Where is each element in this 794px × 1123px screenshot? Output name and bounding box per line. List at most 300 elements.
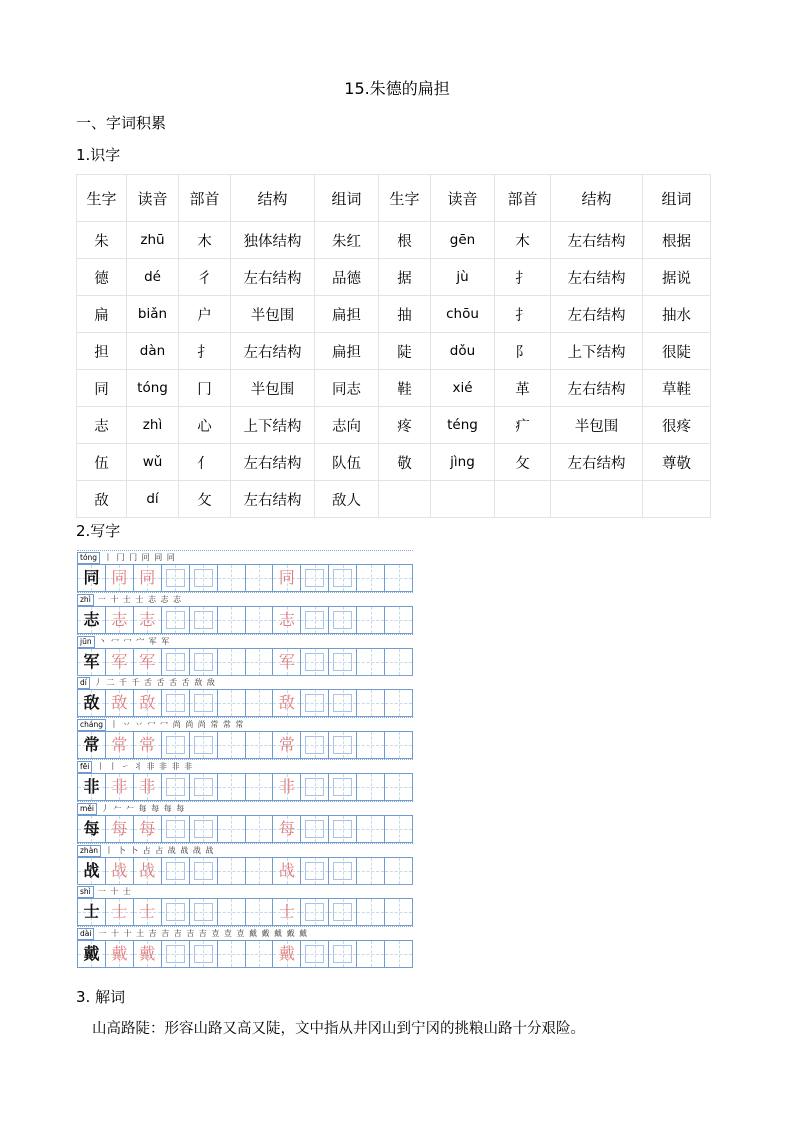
practice-cell[interactable] [105,815,133,843]
writing-row [77,592,413,634]
trace-character: 军 [278,651,295,671]
table-cell: 户 [179,296,231,333]
practice-cell [77,731,105,759]
trace-character: 戴 [139,944,156,964]
practice-cell[interactable] [300,564,328,592]
practice-cell[interactable] [105,898,133,926]
table-cell [551,481,643,518]
table-cell: 左右结构 [551,370,643,407]
table-cell: 扁 [77,296,127,333]
pinyin-stroke-line [77,634,413,648]
practice-cell[interactable] [245,564,273,592]
trace-character: 戴 [278,944,295,964]
practice-cell[interactable] [356,773,384,801]
table-cell: 据 [379,259,431,296]
practice-cell [77,857,105,885]
practice-cell[interactable] [384,564,413,592]
table-cell: téng [431,407,495,444]
table-cell: 木 [495,222,551,259]
table-cell: 心 [179,407,231,444]
table-cell: 左右结构 [231,481,315,518]
model-character: 志 [83,609,100,629]
practice-cell[interactable] [356,940,384,968]
practice-cell[interactable] [384,689,413,717]
table-cell: dàn [127,333,179,370]
writing-row [77,675,413,717]
practice-cell[interactable] [356,815,384,843]
table-cell: 扌 [179,333,231,370]
practice-cell[interactable] [384,606,413,634]
practice-cell[interactable] [300,648,328,676]
table-cell: 品德 [315,259,379,296]
practice-cell[interactable] [272,731,300,759]
table-cell: jù [431,259,495,296]
stroke-order: 丿 二 千 千 舌 舌 舌 舌 敌 敌 [93,678,216,688]
table-cell: 阝 [495,333,551,370]
practice-cell[interactable] [133,773,161,801]
practice-cell[interactable] [328,773,356,801]
practice-cell[interactable] [245,857,273,885]
practice-cell[interactable] [245,898,273,926]
practice-cell[interactable] [328,940,356,968]
pinyin-label: cháng [77,719,106,731]
table-cell: 革 [495,370,551,407]
table-row [77,481,711,518]
practice-cells [77,857,413,884]
practice-cell [77,564,105,592]
practice-cell[interactable] [328,606,356,634]
table-cell: 同志 [315,370,379,407]
pinyin-label: shì [77,886,94,898]
practice-cell[interactable] [161,815,189,843]
practice-cell[interactable] [272,606,300,634]
table-cell: 担 [77,333,127,370]
table-cell: 左右结构 [231,444,315,481]
practice-cell [77,898,105,926]
writing-row [77,634,413,676]
trace-character: 每 [111,818,128,838]
trace-character: 志 [111,609,128,629]
practice-cells [77,564,413,591]
table-header-cell: 生字 [77,175,127,222]
practice-cell[interactable] [189,857,217,885]
table-cell: 疼 [379,407,431,444]
practice-cell[interactable] [245,940,273,968]
table-header-cell: 读音 [431,175,495,222]
practice-cells [77,731,413,758]
table-row [77,370,711,407]
stroke-order: 一 十 士 士 志 志 志 [97,594,183,604]
practice-cell[interactable] [189,731,217,759]
practice-cell[interactable] [133,940,161,968]
practice-cell[interactable] [384,773,413,801]
practice-cells [77,815,413,842]
practice-cell[interactable] [384,648,413,676]
practice-cell[interactable] [384,815,413,843]
practice-cell[interactable] [217,564,245,592]
table-header-cell: 组词 [315,175,379,222]
table-cell: 很疼 [643,407,711,444]
pinyin-label: tóng [77,552,100,564]
practice-cell[interactable] [384,940,413,968]
practice-cell[interactable] [189,689,217,717]
practice-cell[interactable] [245,731,273,759]
table-cell: zhì [127,407,179,444]
pinyin-stroke-line [77,801,413,815]
practice-cell[interactable] [356,898,384,926]
practice-cell[interactable] [133,857,161,885]
trace-character: 常 [139,735,156,755]
practice-cell[interactable] [328,857,356,885]
table-row [77,222,711,259]
practice-cell[interactable] [161,857,189,885]
table-cell: 左右结构 [551,444,643,481]
table-cell: 尊敬 [643,444,711,481]
practice-cell[interactable] [300,940,328,968]
subheading-writing: 2.写字 [76,522,121,540]
table-cell: 伍 [77,444,127,481]
practice-cell[interactable] [105,731,133,759]
practice-cell[interactable] [133,648,161,676]
practice-cell[interactable] [217,606,245,634]
practice-cell[interactable] [356,564,384,592]
pinyin-stroke-line [77,759,413,773]
practice-cell[interactable] [356,648,384,676]
table-cell: jìng [431,444,495,481]
trace-character: 敌 [139,693,156,713]
practice-cell[interactable] [161,689,189,717]
table-cell [431,481,495,518]
practice-cell[interactable] [161,773,189,801]
practice-cell[interactable] [328,731,356,759]
trace-character: 军 [111,651,128,671]
table-header-cell: 读音 [127,175,179,222]
stroke-order: 丿 𠂉 𠂉 每 每 每 每 [101,803,186,813]
stroke-order: 丨 冂 冂 冋 同 同 [104,553,176,562]
pinyin-label: dí [77,677,90,689]
trace-character: 战 [278,860,295,880]
table-header-cell: 结构 [231,175,315,222]
trace-character: 军 [139,651,156,671]
table-cell: 左右结构 [231,333,315,370]
practice-cell[interactable] [189,815,217,843]
practice-cell[interactable] [245,773,273,801]
practice-cell [77,940,105,968]
writing-row [77,550,413,592]
trace-character: 非 [139,776,156,796]
table-cell: 半包围 [551,407,643,444]
practice-cell[interactable] [272,648,300,676]
table-cell: 同 [77,370,127,407]
trace-character: 志 [139,609,156,629]
table-cell: 攵 [495,444,551,481]
practice-cell[interactable] [189,606,217,634]
trace-character: 戴 [111,944,128,964]
table-header-cell: 组词 [643,175,711,222]
pinyin-stroke-line [77,675,413,689]
trace-character: 士 [111,902,128,922]
table-cell: 木 [179,222,231,259]
writing-row [77,801,413,843]
table-cell: 上下结构 [551,333,643,370]
table-cell: gēn [431,222,495,259]
pinyin-stroke-line [77,550,413,564]
pinyin-stroke-line [77,717,413,731]
trace-character: 敌 [111,693,128,713]
practice-cell[interactable] [217,857,245,885]
table-cell: chōu [431,296,495,333]
practice-cell[interactable] [217,773,245,801]
table-cell: 朱 [77,222,127,259]
practice-cells [77,898,413,925]
practice-cells [77,940,413,967]
subheading-word-explanation: 3. 解词 [76,988,126,1006]
practice-cell[interactable] [161,606,189,634]
pinyin-label: jūn [77,636,95,648]
trace-character: 士 [278,902,295,922]
practice-cell[interactable] [217,689,245,717]
table-cell: 抽 [379,296,431,333]
practice-cell[interactable] [356,857,384,885]
vocabulary-table [76,174,711,518]
practice-cell[interactable] [328,648,356,676]
trace-character: 敌 [278,693,295,713]
writing-row [77,717,413,759]
practice-cell[interactable] [133,898,161,926]
practice-cell[interactable] [105,648,133,676]
practice-cell[interactable] [189,648,217,676]
table-cell: 亻 [179,444,231,481]
practice-cell[interactable] [161,564,189,592]
practice-cell[interactable] [105,940,133,968]
practice-cell [77,606,105,634]
pinyin-label: zhì [77,594,94,606]
practice-cell[interactable] [133,689,161,717]
pinyin-stroke-line [77,843,413,857]
trace-character: 每 [139,818,156,838]
stroke-order: 一 十 十 土 吉 吉 吉 吉 吉 壴 壴 壴 戴 戴 戴 戴 戴 [98,929,309,939]
practice-cell[interactable] [161,731,189,759]
practice-cell [77,815,105,843]
table-cell: tóng [127,370,179,407]
practice-cell[interactable] [272,689,300,717]
table-cell: 鞋 [379,370,431,407]
stroke-order: 丨 卜 卜 占 占 战 战 战 战 [105,845,215,855]
table-cell: 根 [379,222,431,259]
practice-cell[interactable] [189,898,217,926]
practice-cell[interactable] [272,940,300,968]
practice-cell[interactable] [300,606,328,634]
practice-cell[interactable] [356,689,384,717]
practice-cell[interactable] [245,815,273,843]
trace-character: 每 [278,818,295,838]
model-character: 敌 [83,693,100,713]
table-cell: biǎn [127,296,179,333]
practice-cell[interactable] [217,898,245,926]
table-cell: 攵 [179,481,231,518]
practice-cell[interactable] [328,815,356,843]
practice-cell[interactable] [300,689,328,717]
model-character: 士 [83,902,100,922]
practice-cell[interactable] [328,564,356,592]
table-cell: 左右结构 [551,296,643,333]
practice-cell[interactable] [328,898,356,926]
practice-cell[interactable] [300,857,328,885]
table-row [77,296,711,333]
pinyin-label: dài [77,928,94,940]
pinyin-label: fēi [77,761,92,773]
practice-cell[interactable] [272,564,300,592]
table-cell: 根据 [643,222,711,259]
trace-character: 同 [278,568,295,587]
practice-cells [77,606,413,633]
table-cell: 上下结构 [231,407,315,444]
section-heading-vocabulary: 一、字词积累 [76,114,167,132]
model-character: 非 [83,776,100,796]
practice-cell[interactable] [384,857,413,885]
table-header-cell: 生字 [379,175,431,222]
table-cell: 敬 [379,444,431,481]
table-row [77,259,711,296]
practice-cell[interactable] [272,815,300,843]
pinyin-label: měi [77,803,97,815]
trace-character: 常 [111,735,128,755]
table-cell: 据说 [643,259,711,296]
table-cell: 朱红 [315,222,379,259]
table-cell: 疒 [495,407,551,444]
table-cell: dí [127,481,179,518]
table-cell: 扌 [495,259,551,296]
pinyin-stroke-line [77,926,413,940]
practice-cell[interactable] [384,898,413,926]
practice-cell[interactable] [161,940,189,968]
practice-cells [77,689,413,716]
table-header-cell: 部首 [179,175,231,222]
practice-cell[interactable] [105,689,133,717]
stroke-order: 丨 丷 丷 冖 冖 尚 尚 尚 常 常 常 [110,720,245,730]
table-cell: dé [127,259,179,296]
model-character: 每 [83,818,100,838]
table-cell: 敌人 [315,481,379,518]
pinyin-stroke-line [77,884,413,898]
practice-cell[interactable] [300,773,328,801]
word-explanation-text: 山高路陡：形容山路又高又陡，文中指从井冈山到宁冈的挑粮山路十分艰险。 [92,1021,585,1037]
practice-cell [77,773,105,801]
practice-cell[interactable] [300,731,328,759]
practice-cell[interactable] [300,898,328,926]
pinyin-label: zhàn [77,845,101,857]
practice-cell[interactable] [272,857,300,885]
table-cell: 半包围 [231,370,315,407]
table-cell: 左右结构 [551,222,643,259]
table-cell: wǔ [127,444,179,481]
practice-cell[interactable] [161,648,189,676]
practice-cell[interactable] [105,857,133,885]
practice-cell[interactable] [245,689,273,717]
model-character: 戴 [83,944,100,964]
trace-character: 同 [139,568,156,587]
table-cell: 德 [77,259,127,296]
practice-cell[interactable] [133,564,161,592]
practice-cell[interactable] [189,564,217,592]
practice-cell[interactable] [217,731,245,759]
table-cell [495,481,551,518]
writing-row [77,843,413,885]
trace-character: 常 [278,735,295,755]
table-header-row [77,175,711,222]
practice-cell[interactable] [245,648,273,676]
practice-cell[interactable] [217,815,245,843]
table-row [77,333,711,370]
practice-cell[interactable] [189,773,217,801]
trace-character: 士 [139,902,156,922]
practice-cell[interactable] [133,815,161,843]
practice-cell[interactable] [105,564,133,592]
practice-cell[interactable] [300,815,328,843]
table-cell: 扁担 [315,296,379,333]
table-cell: 队伍 [315,444,379,481]
model-character: 战 [83,860,100,880]
practice-cell [77,689,105,717]
table-header-cell: 结构 [551,175,643,222]
model-character: 军 [83,651,100,671]
practice-cell[interactable] [189,940,217,968]
practice-cells [77,648,413,675]
practice-cell[interactable] [245,606,273,634]
practice-cell[interactable] [105,773,133,801]
table-cell: 很陡 [643,333,711,370]
writing-row [77,759,413,801]
table-cell: 扌 [495,296,551,333]
table-cell: xié [431,370,495,407]
practice-cell[interactable] [356,606,384,634]
stroke-order: 丨 丨 ㇀ 丬 非 非 非 非 [96,761,194,771]
stroke-order: 一 十 士 [97,887,132,897]
practice-cell[interactable] [384,731,413,759]
practice-cell[interactable] [272,898,300,926]
table-header-cell: 部首 [495,175,551,222]
table-cell: 志 [77,407,127,444]
trace-character: 战 [111,860,128,880]
practice-cell[interactable] [328,689,356,717]
subheading-recognize-characters: 1.识字 [76,146,121,164]
practice-cell[interactable] [105,606,133,634]
trace-character: 战 [139,860,156,880]
table-cell: 独体结构 [231,222,315,259]
model-character: 常 [83,735,100,755]
table-cell: 敌 [77,481,127,518]
page-title: 15.朱德的扁担 [344,79,450,98]
practice-cell[interactable] [272,773,300,801]
table-cell: zhū [127,222,179,259]
practice-cell[interactable] [217,940,245,968]
table-cell: 半包围 [231,296,315,333]
practice-cell[interactable] [217,648,245,676]
practice-cell[interactable] [161,898,189,926]
practice-cell[interactable] [133,606,161,634]
table-cell [379,481,431,518]
table-cell: 左右结构 [551,259,643,296]
table-cell [643,481,711,518]
practice-cell[interactable] [356,731,384,759]
stroke-order: 丶 冖 冖 宀 军 军 [98,636,171,646]
table-cell: 冂 [179,370,231,407]
trace-character: 非 [278,776,295,796]
pinyin-stroke-line [77,592,413,606]
writing-practice-grid [77,550,413,968]
practice-cell[interactable] [133,731,161,759]
table-cell: 志向 [315,407,379,444]
